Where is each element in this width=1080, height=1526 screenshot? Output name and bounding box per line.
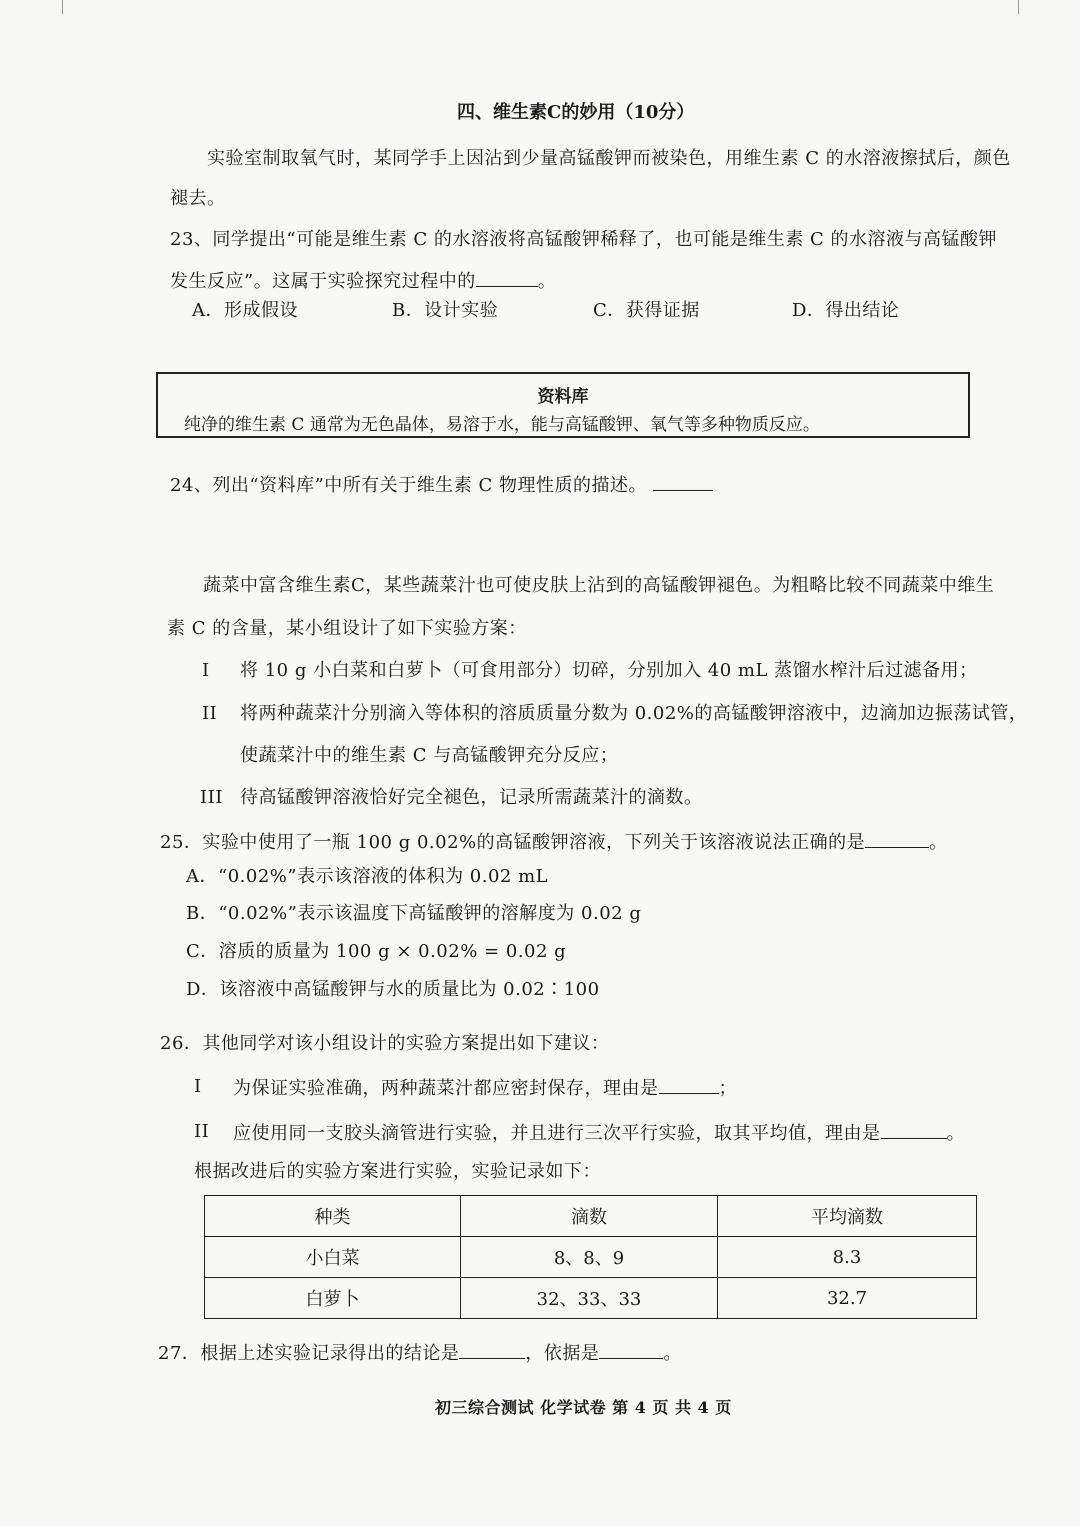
- q25-stem: 25．实验中使用了一瓶 100 g 0.02%的高锰酸钾溶液，下列关于该溶液说法正确的是 。: [160, 829, 948, 855]
- table-row: [205, 1237, 977, 1278]
- q25-option-c[interactable]: C．溶质的质量为 100 g × 0.02% = 0.02 g: [186, 941, 567, 962]
- q23-option-c[interactable]: C．获得证据: [593, 300, 700, 321]
- step-1-text: 将 10 g 小白菜和白萝卜（可食用部分）切碎，分别加入 40 mL 蒸馏水榨汁后过滤备用；: [240, 660, 978, 681]
- q26-stem: 26．其他同学对该小组设计的实验方案提出如下建议：: [160, 1033, 610, 1054]
- q26-answer-blank-2[interactable]: [881, 1120, 947, 1139]
- table-cell: 小白菜: [205, 1237, 461, 1278]
- experiment-para-2: 素 C 的含量，某小组设计了如下实验方案：: [167, 618, 527, 639]
- table-cell: 32.7: [718, 1278, 977, 1319]
- q23-stem: 发生反应”。这属于实验探究过程中的: [170, 271, 476, 292]
- q23-line-1: 23、同学提出“可能是维生素 C 的水溶液将高锰酸钾稀释了，也可能是维生素 C 的水溶液与高锰酸钾: [170, 229, 998, 250]
- q27-answer-blank-1[interactable]: [459, 1340, 525, 1359]
- table-row: [205, 1278, 977, 1319]
- q24-line: [170, 472, 713, 498]
- q26-suggestion-2: 应使用同一支胶头滴管进行实验，并且进行三次平行实验，取其平均值，理由是 。: [233, 1120, 965, 1146]
- q25-answer-blank[interactable]: [865, 829, 929, 848]
- q25-option-d[interactable]: D．该溶液中高锰酸钾与水的质量比为 0.02∶100: [186, 979, 600, 1000]
- q23-option-a[interactable]: A．形成假设: [192, 300, 298, 321]
- q24-stem: 24、列出“资料库”中所有关于维生素 C 物理性质的描述。: [170, 475, 648, 496]
- page-footer: 初三综合测试 化学试卷 第 4 页 共 4 页: [435, 1398, 732, 1417]
- table-cell: 8.3: [718, 1237, 977, 1278]
- table-header: 平均滴数: [718, 1196, 977, 1237]
- q26-suggestion-2-number: II: [194, 1121, 210, 1142]
- info-box: [156, 372, 970, 438]
- q25-option-a[interactable]: A．“0.02%”表示该溶液的体积为 0.02 mL: [186, 866, 549, 887]
- table-cell: 8、8、9: [461, 1237, 718, 1278]
- q23-line-2: 发生反应”。这属于实验探究过程中的 。: [170, 268, 556, 294]
- step-3-text: 待高锰酸钾溶液恰好完全褪色，记录所需蔬菜汁的滴数。: [240, 787, 703, 808]
- q26-answer-blank-1[interactable]: [659, 1075, 719, 1094]
- scan-mark: [62, 0, 63, 14]
- step-2-number: II: [202, 703, 218, 724]
- q26-record-intro: 根据改进后的实验方案进行实验，实验记录如下：: [194, 1161, 601, 1182]
- step-2-line-2: 使蔬菜汁中的维生素 C 与高锰酸钾充分反应；: [240, 745, 619, 766]
- info-box-body: 纯净的维生素 C 通常为无色晶体，易溶于水，能与高锰酸钾、氧气等多种物质反应。: [184, 415, 820, 435]
- q23-option-b[interactable]: B．设计实验: [392, 300, 499, 321]
- table-header: 种类: [205, 1196, 461, 1237]
- q24-answer-blank[interactable]: [653, 472, 713, 491]
- table-cell: 白萝卜: [205, 1278, 461, 1319]
- step-2-line-1: 将两种蔬菜汁分别滴入等体积的溶质质量分数为 0.02%的高锰酸钾溶液中，边滴加边振荡试管，: [240, 703, 1028, 724]
- q23-option-d[interactable]: D．得出结论: [792, 300, 900, 321]
- table-header: 滴数: [461, 1196, 718, 1237]
- q25-option-b[interactable]: B．“0.02%”表示该温度下高锰酸钾的溶解度为 0.02 g: [186, 903, 642, 924]
- experiment-para-1: 蔬菜中富含维生素C，某些蔬菜汁也可使皮肤上沾到的高锰酸钾褪色。为粗略比较不同蔬菜中维生: [203, 575, 995, 596]
- q23-answer-blank[interactable]: [476, 268, 538, 287]
- q27-line: 27．根据上述实验记录得出的结论是 ，依据是 。: [158, 1340, 682, 1366]
- info-box-title: 资料库: [537, 387, 589, 407]
- q27-answer-blank-2[interactable]: [599, 1340, 663, 1359]
- intro-line-2: 褪去。: [170, 188, 226, 209]
- step-1-number: I: [202, 660, 210, 681]
- step-3-number: III: [200, 787, 223, 808]
- q26-suggestion-1: 为保证实验准确，两种蔬菜汁都应密封保存，理由是 ；: [233, 1075, 737, 1101]
- record-table: [204, 1195, 977, 1319]
- q26-suggestion-1-number: I: [194, 1076, 202, 1097]
- scan-mark: [1018, 0, 1019, 14]
- intro-line-1: 实验室制取氧气时，某同学手上因沾到少量高锰酸钾而被染色，用维生素 C 的水溶液擦拭后，颜色: [207, 148, 1011, 169]
- table-header-row: [205, 1196, 977, 1237]
- table-cell: 32、33、33: [461, 1278, 718, 1319]
- section-title: 四、维生素C的妙用（10分）: [457, 102, 695, 123]
